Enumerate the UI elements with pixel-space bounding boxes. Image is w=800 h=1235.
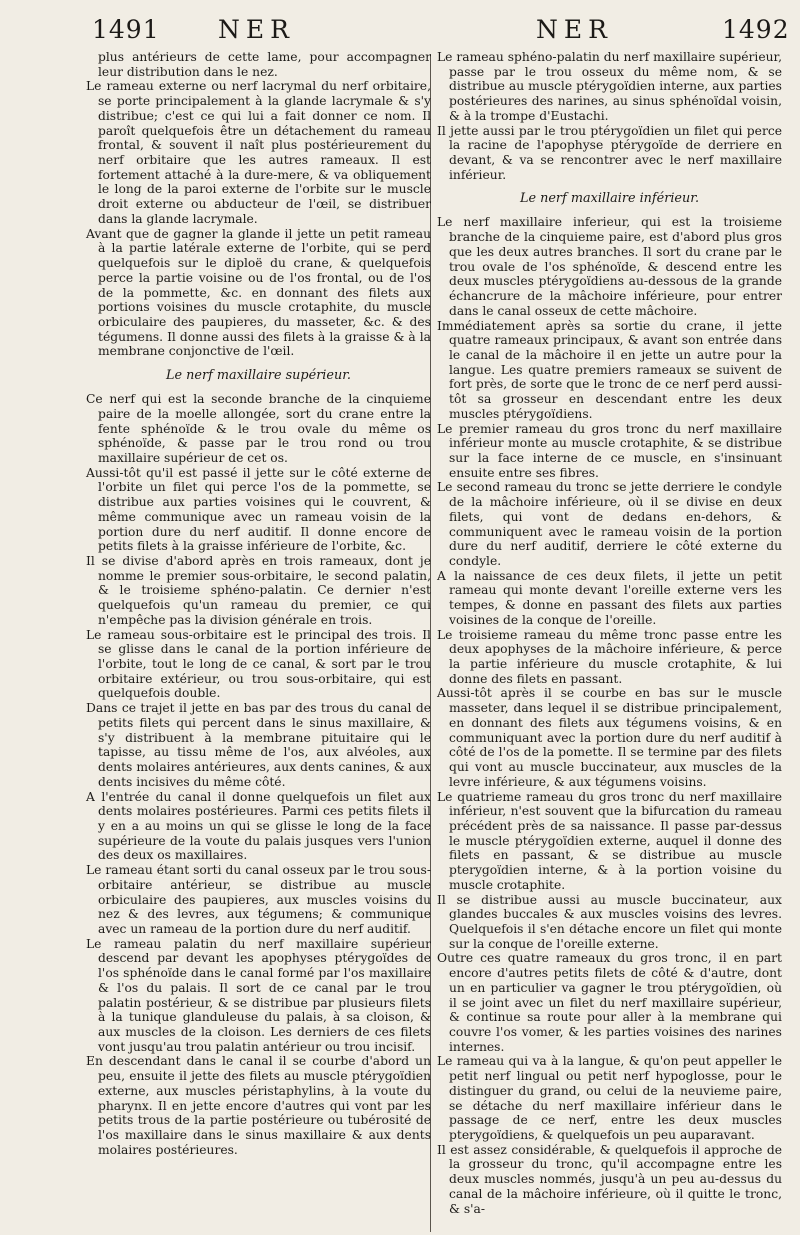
section-heading: Le nerf maxillaire inférieur. xyxy=(519,191,700,207)
paragraph: Le rameau sphéno-palatin du nerf maxillaire supérieur, passe par le trou osseux du même nom, & se distribue au muscle ptérygoïdien interne, aux parties postérieures des narines, au sinus sphénoïdal voisin, & à la trompe d'Eustachi. xyxy=(437,50,782,123)
paragraph: Le quatrieme rameau du gros tronc du nerf maxillaire inférieur, n'est souvent que la bifurcation du rameau précédent près de sa naissance. Il passe par-dessus le muscle ptérygoïdien externe, auquel il donne des filets en passant, & se distribue au muscle pterygoïdien interne, & à la portion voisine du muscle crotaphite. xyxy=(437,789,782,892)
paragraph: Il jette aussi par le trou ptérygoïdien un filet qui perce la racine de l'apophyse ptérygoïde de derriere en devant, & va se rencontrer avec le nerf maxillaire inférieur. xyxy=(437,123,782,182)
paragraph: Le rameau externe ou nerf lacrymal du nerf orbitaire, se porte principalement à la glande lacrymale & s'y distribue; c'est ce qui lui a fait donner ce nom. Il paroît quelquefois être un détachement du rameau frontal, & souvent il naît plus postérieurement du nerf orbitaire que les autres rameaux. Il est fortement attaché à la dure-mere, & va obliquement le long de la paroi externe de l'orbite sur le muscle droit externe ou abducteur de l'œil, se distribuer dans la glande lacrymale. xyxy=(86,79,431,226)
paragraph: Le troisieme rameau du même tronc passe entre les deux apophyses de la mâchoire inférieure, & perce la partie inférieure du muscle crotaphite, & lui donne des filets en passant. xyxy=(437,627,782,686)
paragraph: Immédiatement après sa sortie du crane, il jette quatre rameaux principaux, & avant son entrée dans le canal de la mâchoire il en jette un autre pour la langue. Les quatre premiers rameaux se suivent de fort près, de sorte que le tronc de ce nerf perd aussi-tôt sa grosseur en descendant entre les deux muscles ptérygoïdiens. xyxy=(437,318,782,421)
running-head-left: NER xyxy=(218,15,295,44)
paragraph: Il se distribue aussi au muscle buccinateur, aux glandes buccales & aux muscles voisins des levres. Quelquefois il s'en détache encore un filet qui monte sur la conque de l'oreille externe. xyxy=(437,892,782,951)
paragraph: Le nerf maxillaire inferieur, qui est la troisieme branche de la cinquieme paire, est d'abord plus gros que les deux autres branches. Il sort du crane par le trou ovale de l'os sphénoïde, & descend entre les deux muscles ptérygoïdiens au-dessous de la grande échancrure de la mâchoire inférieure, pour entrer dans le canal osseux de cette mâchoire. xyxy=(437,215,782,318)
paragraph: Le rameau qui va à la langue, & qu'on peut appeller le petit nerf lingual ou petit nerf hypoglosse, pour le distinguer du grand, ou celui de la neuvieme paire, se détache du nerf maxillaire inférieur dans le passage de ce nerf, entre les deux muscles pterygoïdiens, & quelquefois un peu auparavant. xyxy=(437,1054,782,1143)
right-column xyxy=(437,50,782,1216)
left-column xyxy=(86,50,431,1157)
paragraph: Le premier rameau du gros tronc du nerf maxillaire inférieur monte au muscle crotaphite, & se distribue sur la face interne de ce muscle, en s'insinuant ensuite entre ses fibres. xyxy=(437,421,782,480)
paragraph: Ce nerf qui est la seconde branche de la cinquieme paire de la moelle allongée, sort du crane entre la fente sphénoïde & le trou ovale du même os sphénoïde, & passe par le trou rond ou trou maxillaire supérieur de cet os. xyxy=(86,392,431,465)
paragraph: Aussi-tôt après il se courbe en bas sur le muscle masseter, dans lequel il se distribue principalement, en donnant des filets aux tégumens voisins, & en communiquant avec la portion dure du nerf auditif à côté de l'os de la pomette. Il se termine par des filets qui vont au muscle buccinateur, aux muscles de la levre inférieure, & aux tégumens voisins. xyxy=(437,686,782,789)
paragraph: Avant que de gagner la glande il jette un petit rameau à la partie latérale externe de l'orbite, qui se perd quelquefois sur le diploë du crane, & quelquefois perce la partie voisine ou de l'os frontal, ou de l'os de la pommette, &c. en donnant des filets aux portions voisines du muscle crotaphite, du muscle orbiculaire des paupieres, du masseter, &c. & des tégumens. Il donne aussi des filets à la graisse & à la membrane conjonctive de l'œil. xyxy=(86,226,431,359)
section-heading: Le nerf maxillaire supérieur. xyxy=(166,368,351,384)
paragraph: Le rameau palatin du nerf maxillaire supérieur descend par devant les apophyses ptérygoïdes de l'os sphénoïde dans le canal formé par l'os maxillaire & l'os du palais. Il sort de ce canal par le trou palatin postérieur, & se distribue par plusieurs filets à la tunique glanduleuse du palais, à sa cloison, & aux muscles de la cloison. Les derniers de ces filets vont jusqu'au trou palatin antérieur ou trou incisif. xyxy=(86,936,431,1054)
paragraph: Il se divise d'abord après en trois rameaux, dont je nomme le premier sous-orbitaire, le second palatin, & le troisieme sphéno-palatin. Ce dernier n'est quelquefois qu'un rameau du premier, ce qui n'empêche pas la division générale en trois. xyxy=(86,554,431,627)
paragraph: A la naissance de ces deux filets, il jette un petit rameau qui monte devant l'oreille externe vers les tempes, & donne en passant des filets aux parties voisines de la conque de l'oreille. xyxy=(437,568,782,627)
paragraph: plus antérieurs de cette lame, pour accompagner leur distribution dans le nez. xyxy=(98,50,431,79)
paragraph: Dans ce trajet il jette en bas par des trous du canal de petits filets qui percent dans le sinus maxillaire, & s'y distribuent à la membrane pituitaire qui le tapisse, au tissu même de l'os, aux alvéoles, aux dents molaires antérieures, aux dents canines, & aux dents incisives du même côté. xyxy=(86,701,431,789)
paragraph: En descendant dans le canal il se courbe d'abord un peu, ensuite il jette des filets au muscle ptérygoïdien externe, aux muscles péristaphylins, à la voute du pharynx. Il en jette encore d'autres qui vont par les petits trous de la partie postérieure ou tubérosité de l'os maxillaire dans le sinus maxillaire & aux dents molaires postérieures. xyxy=(86,1054,431,1157)
paragraph: Aussi-tôt qu'il est passé il jette sur le côté externe de l'orbite un filet qui perce l'os de la pommette, se distribue aux parties voisines qui le couvrent, & même communique avec un rameau voisin de la portion dure du nerf auditif. Il donne encore de petits filets à la graisse inférieure de l'orbite, &c. xyxy=(86,465,431,554)
paragraph: Le second rameau du tronc se jette derriere le condyle de la mâchoire inférieure, où il se divise en deux filets, qui vont de dedans en-dehors, & communiquent avec le rameau voisin de la portion dure du nerf auditif, derriere le côté externe du condyle. xyxy=(437,480,782,568)
paragraph: Le rameau étant sorti du canal osseux par le trou sous-orbitaire antérieur, se distribue au muscle orbiculaire des paupieres, aux muscles voisins du nez & des levres, aux tégumens; & communique avec un rameau de la portion dure du nerf auditif. xyxy=(86,863,431,936)
paragraph: Il est assez considérable, & quelquefois il approche de la grosseur du tronc, qu'il accompagne entre les deux muscles nommés, jusqu'à un peu au-dessus du canal de la mâchoire inférieure, où il quitte le tronc, & s'a- xyxy=(437,1142,782,1216)
running-head-right: NER xyxy=(536,15,613,44)
paragraph: A l'entrée du canal il donne quelquefois un filet aux dents molaires postérieures. Parmi ces petits filets il y en a au moins un qui se glisse le long de la face supérieure de la voute du palais jusques vers l'union des deux os maxillaires. xyxy=(86,789,431,863)
paragraph: Outre ces quatre rameaux du gros tronc, il en part encore d'autres petits filets de côté & d'autre, dont un en particulier va gagner le trou ptérygoïdien, où il se joint avec un filet du nerf maxillaire supérieur, & continue sa route pour aller à la membrane qui couvre l'os vomer, & les parties voisines des narines internes. xyxy=(437,951,782,1054)
paragraph: Le rameau sous-orbitaire est le principal des trois. Il se glisse dans le canal de la portion inférieure de l'orbite, tout le long de ce canal, & sort par le trou orbitaire extérieur, ou trou sous-orbitaire, qui est quelquefois double. xyxy=(86,627,431,701)
page-number-left: 1491 xyxy=(92,15,160,44)
page-number-right: 1492 xyxy=(722,15,790,44)
